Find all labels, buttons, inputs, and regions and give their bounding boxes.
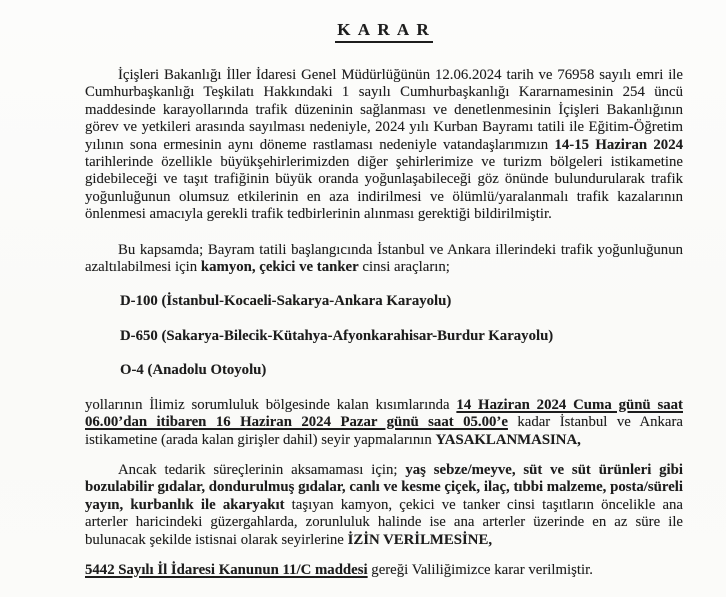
legal-text-end: gereği Valiliğimizce karar verilmiştir.: [367, 561, 593, 578]
road-item-d650: [120, 328, 683, 345]
ban-time-range-emphasis: 14 Haziran 2024 Cuma günü saat 06.00’dan itibaren 16 Haziran 2024 Pazar günü saat 05.00’e: [85, 396, 683, 431]
scope-text-end: cinsi araçların;: [358, 259, 450, 276]
document-content: [85, 0, 683, 579]
paragraph-intro: [85, 67, 683, 224]
prohibition-keyword: YASAKLANMASINA,: [435, 431, 581, 448]
intro-text-end: tarihlerinde özellikle büyükşehirlerimizden diğer şehirlerimize ve turizm bölgeleri istikametine gidebileceği ve taşıt trafiğinin büyük oranda yoğunlaşabileceği göz önünde bulundurularak trafik yoğunluğunun olumsuz etkilerinin en aza indirilmesi ve ölümlü/yaralanmalı trafik kazalarının önlenmesi amacıyla gerekli trafik tedbirlerinin alınması gerektiği bildirilmiştir.: [85, 154, 683, 223]
paragraph-exception: [85, 462, 683, 549]
road-item-o4: [120, 362, 683, 379]
paragraph-legal-basis: [85, 562, 683, 579]
paragraph-ban: [85, 397, 683, 449]
vehicle-types-emphasis: kamyon, çekici ve tanker: [200, 259, 359, 276]
date-range-emphasis: 14-15 Haziran 2024: [554, 136, 683, 153]
intro-text-start: İçişleri Bakanlığı İller İdaresi Genel Müdürlüğünün 12.06.2024 tarih ve 76958 sayılı emri ile Cumhurbaşkanlığı Teşkilatı Hakkındaki 1 sayılı Cumhurbaşkanlığı Kararnamesinin 254 üncü maddesinde karayollarında trafik düzeninin sağlanması ve denetlenmesinin İçişleri Bakanlığının görev ve yetkileri arasında sayılması nedeniyle, 2024 yılı Kurban Bayramı tatili ile Eğitim-Öğretim yılının sona ermesinin aynı döneme rastlaması nedeniyle vatandaşlarımızın: [85, 67, 683, 153]
paragraph-scope: [85, 242, 683, 277]
road-o4-label: O-4 (Anadolu Otoyolu): [120, 362, 267, 379]
title-block: [85, 20, 683, 43]
decision-title: K A R A R: [335, 20, 433, 43]
scope-text-start: Bu kapsamda; Bayram tatili başlangıcında İstanbul ve Ankara illerindeki trafik yoğunluğunun azaltılabilmesi için: [85, 241, 683, 276]
road-item-d100: [120, 293, 683, 310]
road-d650-label: D-650 (Sakarya-Bilecik-Kütahya-Afyonkarahisar-Burdur Karayolu): [120, 327, 554, 344]
law-reference: 5442 Sayılı İl İdaresi Kanunun 11/C maddesi: [85, 561, 368, 578]
exempt-goods-emphasis: yaş sebze/meyve, süt ve süt ürünleri gibi bozulabilir gıdalar, dondurulmuş gıdalar, canlı ve kesme çiçek, ilaç, tıbbi malzeme, posta/süreli yayın, kurbanlık ile akaryakıt: [85, 461, 683, 513]
exception-text-middle: taşıyan kamyon, çekici ve tanker cinsi taşıtların öncelikle ana arterler haricindeki güzergahlarda, zorunluluk halinde ise ana arterler üzerinde en az süre ile bulunacak şekilde istisnai olarak seyirlerine: [85, 496, 683, 548]
exception-text-start: Ancak tedarik süreçlerinin aksamaması için;: [118, 461, 406, 478]
ban-text-start: yollarının İlimiz sorumluluk bölgesinde kalan kısımlarında: [85, 396, 457, 413]
ban-text-middle: kadar İstanbul ve Ankara istikametine (arada kalan girişler dahil) seyir yapmalarının: [85, 414, 683, 448]
road-d100-label: D-100 (İstanbul-Kocaeli-Sakarya-Ankara Karayolu): [120, 293, 452, 310]
permission-keyword: İZİN VERİLMESİNE,: [347, 531, 493, 548]
